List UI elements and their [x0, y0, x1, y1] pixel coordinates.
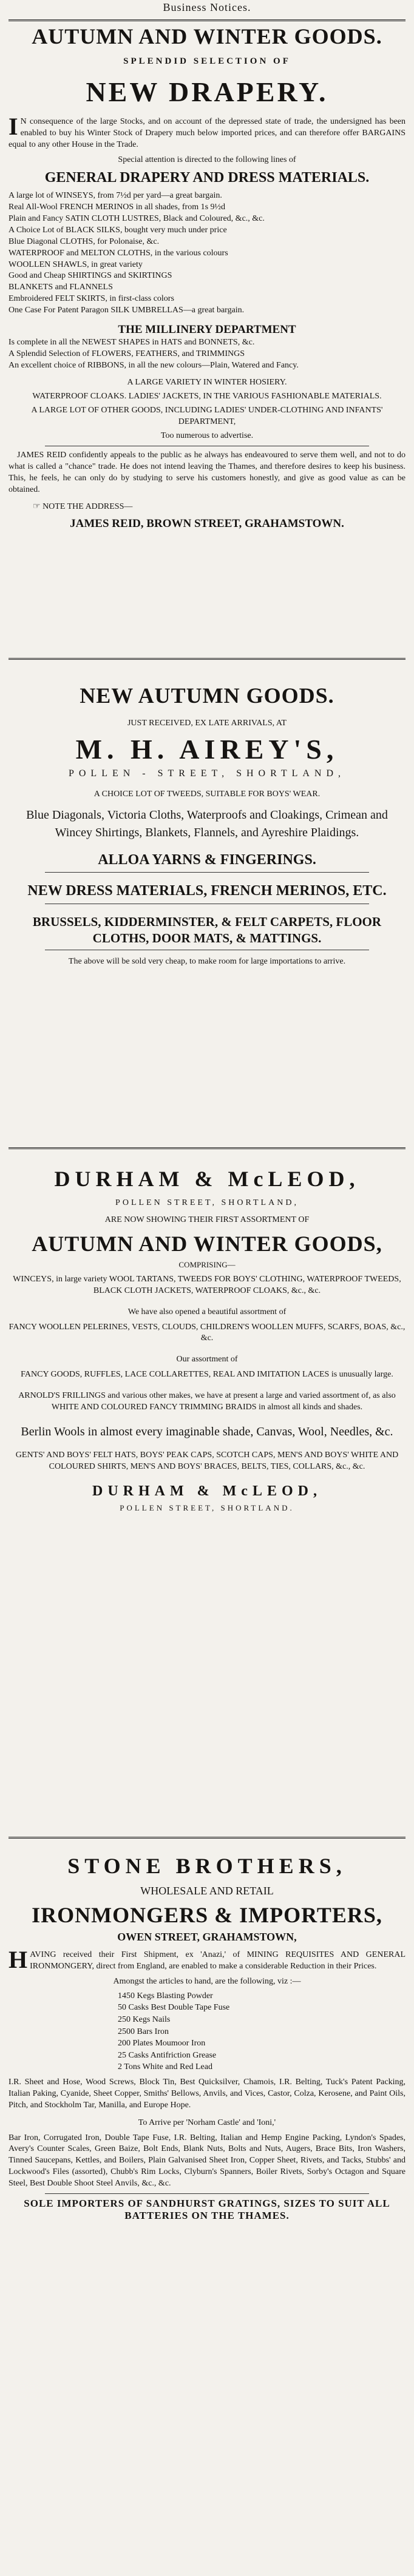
ad3-arnold: ARNOLD'S FRILLINGS and various other makes, we have at present a large and varied assortment of, as also WHITE AND COLOURED FANCY TRIMMING BRAIDS in almost all kinds and shades.	[18, 1391, 396, 1412]
ad3-comprising: COMPRISING—	[178, 1259, 236, 1269]
ad1-headline: NEW DRAPERY.	[86, 76, 328, 107]
ad4-among: Amongst the articles to hand, are the following, viz :—	[113, 1976, 301, 1986]
ad4-item: 200 Plates Moumoor Iron	[118, 2039, 206, 2048]
ad1-line: Good and Cheap SHIRTINGS and SKIRTINGS	[8, 271, 172, 281]
ad1-line: A LARGE VARIETY IN WINTER HOSIERY.	[127, 378, 287, 387]
divider	[8, 1147, 406, 1149]
ad3-sig-street: POLLEN STREET, SHORTLAND.	[120, 1503, 294, 1513]
ad1-line: Is complete in all the NEWEST SHAPES in HATS and BONNETS, &c.	[8, 337, 255, 347]
ad1-note-text: NOTE THE ADDRESS—	[42, 502, 133, 512]
ad3-title: DURHAM & McLEOD,	[54, 1167, 360, 1191]
ad1-title: AUTUMN AND WINTER GOODS.	[32, 24, 382, 49]
ad-james-reid	[8, 25, 406, 656]
ad1-line: Real All-Wool FRENCH MERINOS in all shades, from 1s 9½d	[8, 203, 226, 212]
ad4-item: 250 Kegs Nails	[118, 2015, 171, 2025]
ad3-fancy-goods: FANCY GOODS, RUFFLES, LACE COLLARETTES, REAL AND IMITATION LACES is unusually large.	[21, 1370, 393, 1380]
ad4-intro	[8, 1946, 406, 1974]
ad1-address: JAMES REID, BROWN STREET, GRAHAMSTOWN.	[70, 517, 344, 531]
ad3-gents: GENTS' AND BOYS' FELT HATS, BOYS' PEAK CAPS, SCOTCH CAPS, MEN'S AND BOYS' WHITE AND COLOURED SHIRTS, MEN'S AND BOYS' BRACES, BELTS, TIES, COLLARS, &c., &c.	[15, 1450, 399, 1471]
ad1-line: A Splendid Selection of FLOWERS, FEATHERS, and TRIMMINGS	[8, 349, 245, 358]
ad3-winceys: WINCEYS, in large variety WOOL TARTANS, TWEEDS FOR BOYS' CLOTHING, WATERPROOF TWEEDS, BLACK CLOTH JACKETS, WATERPROOF CLOAKS, &c., &c.	[13, 1274, 401, 1295]
ad1-line: One Case For Patent Paragon SILK UMBRELLAS—a great bargain.	[8, 306, 245, 315]
ad1-line: An excellent choice of RIBBONS, in all the new colours—Plain, Watered and Fancy.	[8, 360, 299, 370]
ad4-headline: IRONMONGERS & IMPORTERS,	[32, 1902, 382, 1927]
ad4-items	[118, 1990, 406, 2073]
ad1-lines2	[8, 337, 406, 372]
ad1-intro	[8, 112, 406, 151]
ad1-line: A LARGE LOT OF OTHER GOODS, INCLUDING LADIES' UNDER-CLOTHING AND INFANTS' DEPARTMENT,	[31, 406, 383, 427]
ad2-carpets: BRUSSELS, KIDDERMINSTER, & FELT CARPETS, FLOOR CLOTHS, DOOR MATS, & MATTINGS.	[32, 914, 382, 945]
ad1-dropcap: I	[8, 112, 18, 140]
ad4-arrive: To Arrive per 'Norham Castle' and 'Ioni,'	[138, 2118, 276, 2127]
ad2-list: Blue Diagonals, Victoria Cloths, Waterproofs and Cloakings, Crimean and Wincey Shirtings, Blankets, Flannels, and Ayreshire Plaidings.	[26, 808, 388, 839]
ad1-special: Special attention is directed to the following lines of	[118, 155, 296, 164]
pointing-hand-icon: ☞	[33, 502, 43, 512]
ad1-line: BLANKETS and FLANNELS	[8, 283, 113, 292]
ad2-footer: The above will be sold very cheap, to make room for large importations to arrive.	[68, 956, 346, 966]
ad4-item: 25 Casks Antifriction Grease	[118, 2050, 217, 2060]
ad3-sig: DURHAM & McLEOD,	[92, 1483, 322, 1499]
ad2-sub: JUST RECEIVED, EX LATE ARRIVALS, AT	[127, 718, 287, 728]
ad2-dress: NEW DRESS MATERIALS, FRENCH MERINOS, ETC.	[27, 883, 387, 899]
ad4-more: Bar Iron, Corrugated Iron, Double Tape Fuse, I.R. Belting, Italian and Hemp Engine Packing, Lyndon's Spades, Avery's Counter Scales, Green Baize, Bolt Ends, Blank Nuts, Bolts and Nuts, Augers, Brace Bits, Iron Washers, Tinned Saucepans, Kettles, and Boilers, Plain Galvanised Sheet Iron, Copper Sheet, Rivets, and Tacks, Stubbs' and Lockwood's Files (assorted), Chubb's Rim Locks, Clyburn's Spanners, Boiler Rivets, Sorby's Octagon and Square Steel, Best Double Shoot Steel Anvils, &c., &c.	[8, 2133, 406, 2189]
ad4-item: 50 Casks Best Double Tape Fuse	[118, 2003, 230, 2013]
ad3-street: POLLEN STREET, SHORTLAND,	[115, 1198, 299, 1207]
ad1-lines3	[8, 377, 406, 441]
ad1-line: WATERPROOF CLOAKS. LADIES' JACKETS, IN THE VARIOUS FASHIONABLE MATERIALS.	[32, 392, 382, 401]
ad1-sub: SPLENDID SELECTION OF	[123, 56, 291, 66]
ad1-section2: THE MILLINERY DEPARTMENT	[118, 323, 296, 337]
ad1-line: Plain and Fancy SATIN CLOTH LUSTRES, Black and Coloured, &c., &c.	[8, 214, 265, 224]
ad4-dropcap: H	[8, 1946, 28, 1974]
ad1-lines1	[8, 190, 406, 317]
ad3-berlin: Berlin Wools in almost every imaginable shade, Canvas, Wool, Needles, &c.	[21, 1424, 393, 1438]
ad4-footer: SOLE IMPORTERS OF SANDHURST GRATINGS, SIZES TO SUIT ALL BATTERIES ON THE THAMES.	[24, 2198, 390, 2222]
ad1-line: Embroidered FELT SKIRTS, in first-class colors	[8, 294, 174, 304]
ad3-our-assort: Our assortment of	[176, 1355, 238, 1364]
ad4-title: STONE BROTHERS,	[67, 1854, 347, 1878]
ad2-street: POLLEN - STREET, SHORTLAND,	[68, 768, 346, 779]
divider	[8, 658, 406, 660]
divider	[8, 1837, 406, 1839]
ad1-section1: GENERAL DRAPERY AND DRESS MATERIALS.	[44, 170, 370, 186]
ad3-opened: We have also opened a beautiful assortment of	[127, 1307, 287, 1317]
ad2-title: NEW AUTUMN GOODS.	[80, 683, 334, 708]
ad4-general: I.R. Sheet and Hose, Wood Screws, Block Tin, Best Quicksilver, Chamois, I.R. Belting, Tuck's Patent Packing, Italian Paking, Cyanide, Sheet Copper, Smiths' Bellows, Anvils, and Vices, Castor, Colza, Kerosene, and Paint Oils, Pitch, and Stockholm Tar, Manilla, and Europe Hope.	[8, 2078, 406, 2110]
ad-airey	[8, 684, 406, 1145]
ad4-item: 2 Tons White and Red Lead	[118, 2062, 212, 2072]
ad-stone-brothers	[8, 1854, 406, 2576]
running-header: Business Notices.	[163, 1, 251, 13]
ad4-item: 1450 Kegs Blasting Powder	[118, 1991, 213, 2001]
ad1-line: A large lot of WINSEYS, from 7½d per yard—a great bargain.	[8, 191, 222, 201]
divider	[8, 19, 406, 21]
ad2-lot: A CHOICE LOT OF TWEEDS, SUITABLE FOR BOYS' WEAR.	[93, 789, 321, 799]
ad-durham-mcleod	[8, 1167, 406, 1834]
ad1-line: A Choice Lot of BLACK SILKS, bought very much under price	[8, 225, 227, 235]
ad1-line: Too numerous to advertise.	[160, 431, 254, 441]
ad1-intro-text: N consequence of the large Stocks, and on account of the depressed state of trade, the undersigned has been enabled to buy his Winter Stock of Drapery much below imported prices, and can therefore offer BARGAINS equal to any other House in the Trade.	[8, 116, 406, 149]
ad4-street: OWEN STREET, GRAHAMSTOWN,	[117, 1931, 297, 1944]
ad2-name: M. H. AIREY'S,	[75, 734, 339, 765]
ad1-note	[33, 501, 406, 513]
ad1-line: Blue Diagonal CLOTHS, for Polonaise, &c.	[8, 236, 160, 246]
ad3-fancy-wool: FANCY WOOLLEN PELERINES, VESTS, CLOUDS, CHILDREN'S WOOLLEN MUFFS, SCARFS, BOAS, &c., &c.	[8, 1322, 406, 1343]
ad1-closing: JAMES REID confidently appeals to the public as he always has endeavoured to serve them well, and not to do what is called a "chance" trade. He does not intend leaving the Thames, and therefore desires to keep his business. This, he feels, he can only do by studying to serve his customers honestly, and give as good value as can be obtained.	[8, 450, 406, 494]
divider	[45, 2193, 369, 2194]
ad2-yarns: ALLOA YARNS & FINGERINGS.	[98, 851, 316, 868]
divider	[45, 872, 369, 873]
ad1-line: WOOLLEN SHAWLS, in great variety	[8, 260, 143, 269]
ad3-showing: ARE NOW SHOWING THEIR FIRST ASSORTMENT OF	[104, 1215, 310, 1225]
ad4-item: 2500 Bars Iron	[118, 2027, 169, 2036]
ad3-headline: AUTUMN AND WINTER GOODS,	[32, 1232, 382, 1256]
ad4-sub: WHOLESALE AND RETAIL	[140, 1884, 274, 1897]
ad1-line: WATERPROOF and MELTON CLOTHS, in the various colours	[8, 248, 228, 258]
ad4-intro-text: AVING received their First Shipment, ex 'Anazi,' of MINING REQUISITES AND GENERAL IRONMONGERY, direct from England, are enabled to make a considerable Reduction in their Prices.	[30, 1950, 406, 1971]
